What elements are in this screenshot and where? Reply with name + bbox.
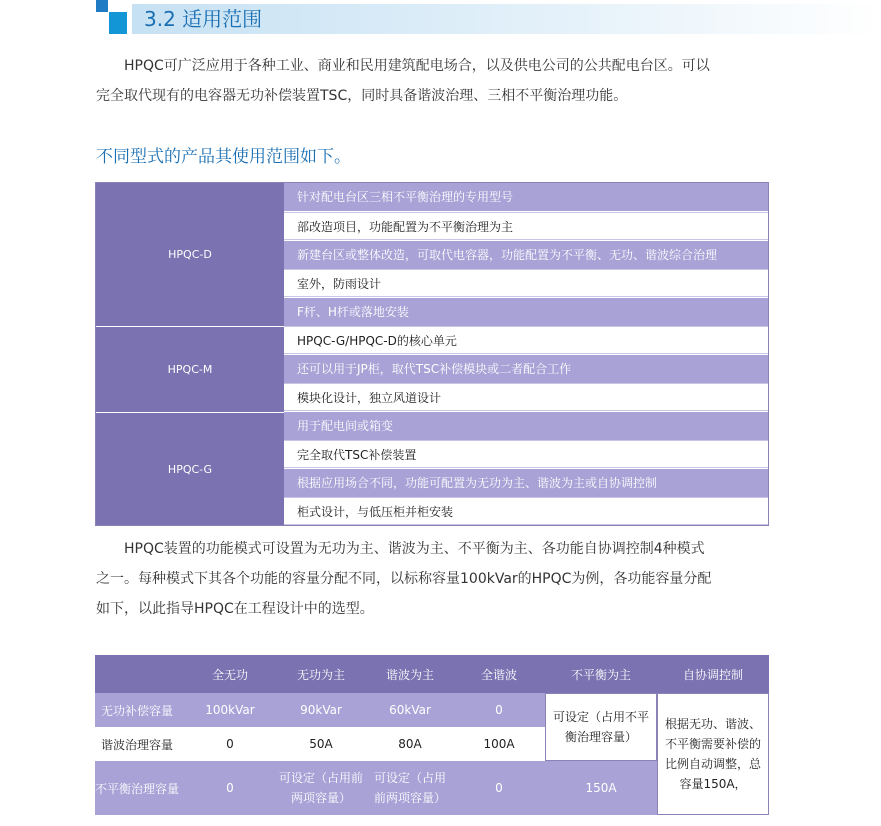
scope-item: 根据应用场合不同，功能可配置为无功为主、谐波为主或自协调控制: [284, 469, 768, 497]
capacity-cell: 150A: [545, 761, 657, 815]
capacity-cell: 0: [185, 761, 275, 815]
subheading: 不同型式的产品其使用范围如下。: [96, 147, 351, 167]
header-square-icon: [96, 0, 108, 12]
scope-item: 针对配电台区三相不平衡治理的专用型号: [284, 183, 768, 211]
capacity-table: [95, 655, 769, 815]
scope-item: 新建台区或整体改造，可取代电容器，功能配置为不平衡、无功、谐波综合治理: [284, 241, 768, 269]
section-header: [96, 0, 881, 34]
capacity-cell: 0: [185, 727, 275, 761]
scope-item: 还可以用于JP柜，取代TSC补偿模块或二者配合工作: [284, 355, 768, 383]
capacity-cell: 0: [453, 693, 545, 727]
unbalance-merged-cell: 可设定（占用不平衡治理容量）: [545, 693, 657, 761]
scope-item: F杆、H杆或落地安装: [284, 298, 768, 326]
capacity-cell: 0: [453, 761, 545, 815]
modes-line-3: 如下，以此指导HPQC在工程设计中的选型。: [96, 601, 374, 617]
capacity-cell: 50A: [275, 727, 367, 761]
capacity-cell: 可设定（占用前两项容量）: [367, 761, 453, 815]
capacity-header: 谐波为主: [367, 655, 453, 693]
model-cell-hpqc-d: HPQC-D: [96, 183, 284, 326]
modes-paragraph: [96, 534, 776, 624]
self-coord-merged-cell: 根据无功、谐波、不平衡需要补偿的比例自动调整，总容量150A，: [657, 693, 769, 815]
capacity-header-empty: [95, 655, 185, 693]
row-label-harmonic: 谐波治理容量: [95, 727, 185, 761]
modes-line-2: 之一。每种模式下其各个功能的容量分配不同，以标称容量100kVar的HPQC为例，各功能容量分配: [96, 571, 712, 587]
scope-item: 模块化设计，独立风道设计: [284, 383, 768, 411]
capacity-header: 无功为主: [275, 655, 367, 693]
scope-item: 完全取代TSC补偿装置: [284, 440, 768, 468]
capacity-cell: 100A: [453, 727, 545, 761]
capacity-cell: 100kVar: [185, 693, 275, 727]
scope-item: HPQC-G/HPQC-D的核心单元: [284, 326, 768, 354]
scope-item: 柜式设计，与低压柜并柜安装: [284, 497, 768, 525]
model-cell-hpqc-g: HPQC-G: [96, 412, 284, 525]
capacity-header: 全无功: [185, 655, 275, 693]
intro-line-2: 完全取代现有的电容器无功补偿装置TSC，同时具备谐波治理、三相不平衡治理功能。: [96, 88, 628, 104]
capacity-header: 不平衡为主: [545, 655, 657, 693]
header-square-accent-icon: [109, 12, 127, 34]
scope-items-column: [284, 183, 768, 525]
scope-model-column: [96, 183, 284, 525]
capacity-cell: 60kVar: [367, 693, 453, 727]
capacity-cell: 80A: [367, 727, 453, 761]
modes-line-1: HPQC装置的功能模式可设置为无功为主、谐波为主、不平衡为主、各功能自协调控制4种模式: [124, 541, 705, 557]
capacity-header: 自协调控制: [657, 655, 769, 693]
scope-item: 室外，防雨设计: [284, 269, 768, 297]
row-label-unbalance: 不平衡治理容量: [95, 761, 185, 815]
scope-item: 部改造项目，功能配置为不平衡治理为主: [284, 212, 768, 240]
row-label-reactive: 无功补偿容量: [95, 693, 185, 727]
intro-line-1: HPQC可广泛应用于各种工业、商业和民用建筑配电场合，以及供电公司的公共配电台区。可以: [124, 58, 710, 74]
model-cell-hpqc-m: HPQC-M: [96, 326, 284, 412]
section-title: 3.2 适用范围: [144, 7, 263, 31]
capacity-cell: 可设定（占用前两项容量）: [275, 761, 367, 815]
scope-table: [95, 182, 769, 526]
capacity-header: 全谐波: [453, 655, 545, 693]
intro-paragraph: [96, 51, 776, 111]
scope-item: 用于配电间或箱变: [284, 412, 768, 440]
capacity-cell: 90kVar: [275, 693, 367, 727]
